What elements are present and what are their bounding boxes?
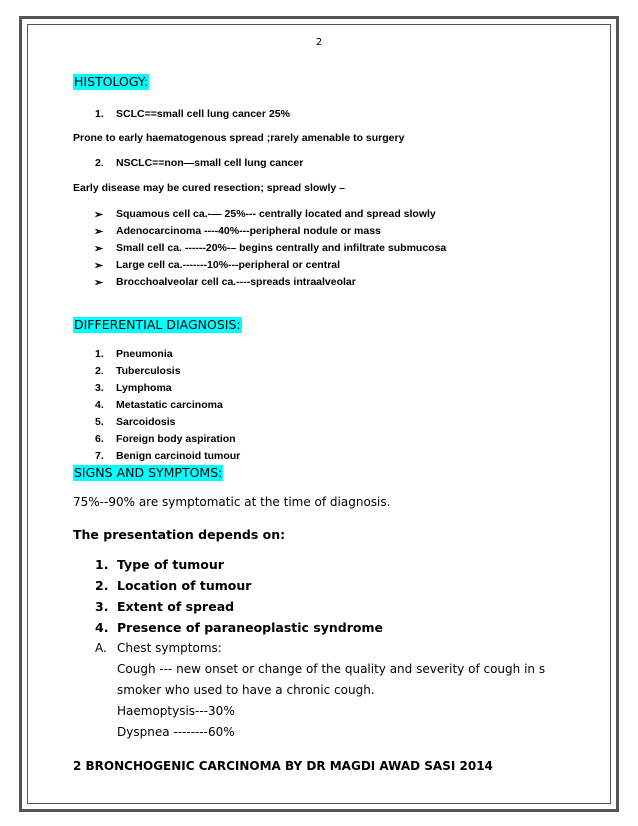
page-number: 2 bbox=[315, 37, 323, 48]
presentation-depends: The presentation depends on: bbox=[73, 527, 286, 542]
list-text: Presence of paraneoplastic syndrome bbox=[117, 620, 384, 635]
cough-line-1: Cough --- new onset or change of the quality and severity of cough in s bbox=[117, 662, 546, 676]
list-text: Pneumonia bbox=[116, 348, 173, 360]
bullet-text: Squamous cell ca.-— 25%--- centrally located and spread slowly bbox=[116, 208, 436, 220]
list-number: 2. bbox=[95, 365, 104, 377]
list-number: 4. bbox=[95, 620, 109, 635]
arrow-bullet-icon: ➢ bbox=[94, 277, 104, 289]
sub-text: Chest symptoms: bbox=[117, 641, 222, 655]
haemoptysis-line: Haemoptysis---30% bbox=[117, 704, 235, 718]
list-text: Location of tumour bbox=[117, 578, 252, 593]
list-text: SCLC==small cell lung cancer 25% bbox=[116, 108, 290, 120]
list-number: 6. bbox=[95, 433, 104, 445]
list-number: 2. bbox=[95, 578, 109, 593]
list-text: Foreign body aspiration bbox=[116, 433, 236, 445]
list-text: NSCLC==non—small cell lung cancer bbox=[116, 157, 304, 169]
list-number: 3. bbox=[95, 382, 104, 394]
list-number: 1. bbox=[95, 557, 109, 572]
page-footer: 2 BRONCHOGENIC CARCINOMA BY DR MAGDI AWAD SASI 2014 bbox=[73, 759, 493, 773]
histology-heading: HISTOLOGY: bbox=[74, 74, 149, 89]
list-text: Benign carcinoid tumour bbox=[116, 450, 241, 462]
arrow-bullet-icon: ➢ bbox=[94, 243, 104, 255]
arrow-bullet-icon: ➢ bbox=[94, 226, 104, 238]
list-number: 1. bbox=[95, 348, 104, 360]
list-text: Sarcoidosis bbox=[116, 416, 176, 428]
dyspnea-line: Dyspnea --------60% bbox=[117, 725, 235, 739]
list-text: Tuberculosis bbox=[116, 365, 181, 377]
arrow-bullet-icon: ➢ bbox=[94, 209, 104, 221]
sub-letter: A. bbox=[95, 641, 107, 655]
list-text: Extent of spread bbox=[117, 599, 235, 614]
differential-heading: DIFFERENTIAL DIAGNOSIS: bbox=[74, 317, 241, 332]
list-text: Metastatic carcinoma bbox=[116, 399, 223, 411]
arrow-bullet-icon: ➢ bbox=[94, 260, 104, 272]
signs-intro: 75%--90% are symptomatic at the time of diagnosis. bbox=[73, 495, 391, 509]
signs-heading: SIGNS AND SYMPTOMS: bbox=[74, 465, 223, 480]
list-text: Type of tumour bbox=[117, 557, 224, 572]
bullet-text: Small cell ca. ------20%-– begins centrally and infiltrate submucosa bbox=[116, 242, 447, 254]
list-number: 2. bbox=[95, 157, 104, 169]
bullet-text: Large cell ca.-------10%---peripheral or central bbox=[116, 259, 341, 271]
bullet-text: Adenocarcinoma ----40%---peripheral nodule or mass bbox=[116, 225, 381, 237]
histology-note-1: Prone to early haematogenous spread ;rarely amenable to surgery bbox=[73, 132, 405, 144]
bullet-text: Brocchoalveolar cell ca.----spreads intraalveolar bbox=[116, 276, 356, 288]
cough-line-2: smoker who used to have a chronic cough. bbox=[117, 683, 375, 697]
histology-note-2: Early disease may be cured resection; spread slowly – bbox=[73, 182, 345, 194]
list-text: Lymphoma bbox=[116, 382, 172, 394]
list-number: 3. bbox=[95, 599, 109, 614]
list-number: 7. bbox=[95, 450, 104, 462]
list-number: 5. bbox=[95, 416, 104, 428]
list-number: 1. bbox=[95, 108, 104, 120]
list-number: 4. bbox=[95, 399, 104, 411]
